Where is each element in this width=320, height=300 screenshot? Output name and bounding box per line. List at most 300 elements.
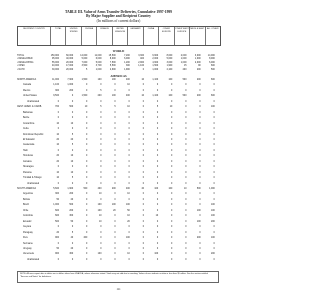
table-row: [17, 243, 219, 246]
cell-value: 12,000: [80, 55, 88, 57]
table-row: [17, 226, 219, 229]
cell-value: 0: [114, 122, 116, 125]
cell-value: 0: [171, 100, 173, 103]
row-label: El Salvador: [23, 138, 35, 141]
cell-value: 0: [171, 122, 173, 125]
cell-value: 0: [142, 242, 144, 245]
cell-value: 0: [57, 182, 59, 185]
cell-value: 0: [86, 166, 88, 169]
cell-value: 0: [156, 138, 159, 141]
section-world: WORLD: [112, 49, 125, 53]
cell-value: 0: [171, 226, 173, 229]
table-row: [17, 84, 219, 87]
cell-value: 0: [199, 171, 201, 174]
cell-value: 0: [171, 209, 173, 212]
cell-value: 0: [128, 198, 130, 201]
cell-value: 95,000: [51, 58, 59, 61]
cell-value: 0: [142, 226, 144, 229]
table-row: [17, 177, 219, 180]
cell-value: 0: [199, 84, 201, 87]
cell-value: 0: [100, 198, 102, 201]
cell-value: 0: [156, 182, 159, 185]
table-row: [17, 106, 219, 109]
cell-value: 0: [213, 182, 215, 185]
cell-value: 1,900: [67, 188, 74, 190]
table-row: [17, 69, 219, 72]
cell-value: 5: [71, 231, 74, 234]
cell-value: 0: [156, 258, 159, 261]
row-label: • OPEC: [17, 65, 25, 68]
table-row: [17, 139, 219, 142]
cell-value: 0: [100, 247, 102, 250]
cell-value: 0: [171, 160, 173, 163]
row-label: Ecuador: [23, 220, 32, 223]
cell-value: 0: [199, 100, 201, 103]
cell-value: 0: [156, 84, 159, 87]
cell-value: 100: [154, 253, 159, 256]
cell-value: 0: [185, 122, 187, 125]
table-row: [17, 199, 219, 202]
cell-value: 7,000: [81, 61, 88, 64]
cell-value: 0: [100, 226, 102, 229]
cell-value: 0: [171, 237, 173, 240]
cell-value: 0: [86, 209, 88, 212]
cell-value: 0: [185, 242, 187, 245]
cell-value: 0: [128, 166, 130, 169]
cell-value: 0: [199, 89, 201, 92]
cell-value: 0: [57, 117, 59, 120]
cell-value: 0: [114, 258, 116, 261]
cell-value: 0: [156, 220, 159, 223]
cell-value: 200: [69, 89, 74, 92]
cell-value: 8,000: [166, 55, 173, 57]
cell-value: 0: [171, 182, 173, 185]
row-label: Canada: [23, 84, 32, 87]
cell-value: 30,000: [51, 68, 59, 71]
cell-value: 100: [111, 79, 116, 81]
cell-value: 0: [213, 89, 215, 92]
cell-value: 0: [86, 198, 88, 201]
cell-value: 0: [114, 171, 116, 174]
cell-value: 900: [55, 237, 59, 240]
cell-value: 8,000: [209, 58, 215, 61]
cell-value: 0: [185, 166, 187, 169]
page-number: 111: [116, 287, 121, 291]
cell-value: 0: [86, 138, 88, 141]
cell-value: 0: [185, 111, 187, 114]
table-row: [17, 172, 219, 175]
cell-value: 0: [71, 128, 74, 131]
cell-value: 0: [100, 111, 102, 114]
cell-value: 100: [210, 215, 215, 218]
cell-value: 400: [97, 188, 102, 190]
cell-value: 400: [125, 95, 130, 98]
cell-value: 0: [199, 138, 201, 141]
row-label: Colombia: [23, 215, 33, 218]
cell-value: 0: [114, 237, 116, 240]
cell-value: 5,000: [81, 58, 88, 61]
cell-value: 0: [199, 226, 201, 229]
row-label: Bolivia: [23, 198, 30, 201]
cell-value: 0: [142, 182, 144, 185]
cell-value: 0: [156, 193, 159, 196]
cell-value: 55,000: [51, 61, 59, 64]
cell-value: 0: [156, 111, 159, 114]
cell-value: 0: [114, 160, 116, 163]
cell-value: 10: [70, 160, 74, 163]
cell-value: 0: [114, 177, 116, 180]
cell-value: 0: [213, 122, 215, 125]
cell-value: 5: [86, 68, 88, 71]
cell-value: 0: [156, 247, 159, 250]
row-label: Dominican Republic: [23, 133, 44, 136]
cell-value: 20: [56, 138, 59, 141]
cell-value: 0: [86, 144, 88, 147]
cell-value: 0: [114, 128, 116, 131]
cell-value: 0: [142, 149, 144, 152]
cell-value: 0: [171, 258, 173, 261]
row-label: Trinidad & Tobago: [23, 177, 42, 180]
cell-value: 0: [171, 253, 173, 256]
cell-value: 10: [56, 177, 59, 180]
cell-value: 0: [142, 166, 144, 169]
cell-value: 0: [100, 133, 102, 136]
cell-value: 0: [199, 111, 201, 114]
cell-value: 100: [97, 204, 102, 207]
cell-value: 0: [128, 182, 130, 185]
cell-value: 0: [156, 149, 159, 152]
cell-value: 0: [213, 133, 215, 136]
cell-value: 0: [86, 155, 88, 158]
cell-value: 5: [114, 106, 116, 109]
cell-value: 0: [86, 100, 88, 103]
cell-value: 5: [71, 144, 74, 147]
cell-value: 0: [114, 193, 116, 196]
cell-value: 0: [86, 122, 88, 125]
cell-value: 100: [210, 237, 215, 240]
cell-value: 1,900: [124, 68, 130, 71]
cell-value: 0: [185, 155, 187, 158]
cell-value: 100: [97, 79, 102, 81]
cell-value: 0: [156, 204, 159, 207]
cell-value: 0: [142, 193, 144, 196]
cell-value: 15,500: [108, 55, 116, 57]
cell-value: 200: [196, 68, 201, 71]
cell-value: 0: [57, 100, 59, 103]
cell-value: 0: [114, 231, 116, 234]
cell-value: 200: [111, 188, 116, 190]
table-row: [17, 112, 219, 115]
cell-value: 1,000: [194, 58, 201, 61]
cell-value: 0: [185, 89, 187, 92]
table-row: [17, 128, 219, 131]
cell-value: 500: [196, 188, 201, 190]
cell-value: 10: [56, 122, 59, 125]
table-row: [17, 253, 219, 256]
cell-value: 2,100: [166, 68, 173, 71]
cell-value: 0: [128, 242, 130, 245]
cell-value: 0: [199, 204, 201, 207]
cell-value: 11,000: [94, 55, 102, 57]
cell-value: 50: [56, 247, 59, 250]
cell-value: 0: [142, 220, 144, 223]
table-units: (In millions of current dollars): [96, 19, 141, 23]
cell-value: 0: [114, 198, 116, 201]
cell-value: 0: [100, 231, 102, 234]
cell-value: 4,600: [152, 61, 159, 64]
cell-value: 8,000: [109, 58, 116, 61]
cell-value: 0: [171, 155, 173, 158]
cell-value: 0: [86, 215, 88, 218]
cell-value: 0: [128, 144, 130, 147]
cell-value: 5: [100, 89, 102, 92]
cell-value: 300: [55, 193, 59, 196]
cell-value: 0: [171, 171, 173, 174]
table-row: [17, 183, 219, 186]
cell-value: 5,600: [53, 188, 59, 190]
cell-value: 0: [114, 226, 116, 229]
cell-value: 0: [171, 220, 173, 223]
cell-value: 0: [100, 128, 102, 131]
cell-value: 10: [70, 155, 74, 158]
cell-value: 0: [128, 177, 130, 180]
cell-value: 0: [86, 133, 88, 136]
cell-value: 0: [199, 149, 201, 152]
cell-value: 0: [114, 220, 116, 223]
cell-value: 50: [70, 220, 74, 223]
cell-value: 1,900: [166, 65, 173, 68]
cell-value: 0: [171, 89, 173, 92]
cell-value: 0: [86, 128, 88, 131]
table-row: [17, 210, 219, 213]
cell-value: 0: [142, 68, 144, 71]
cell-value: 0: [199, 166, 201, 169]
cell-value: 0: [128, 155, 130, 158]
column-header: OTHER EUROPE: [158, 27, 173, 45]
cell-value: 0: [199, 242, 201, 245]
cell-value: 0: [142, 160, 144, 163]
table-note: NOTE: All arms export data in tables are in dollars taken from USACDA, unless otherwise stated. Totals may not add due to rounding. Values of zero indicate no data or less than $5 million. See the section entitled "Sources and Notes" for definitions.: [17, 271, 219, 283]
cell-value: 0: [86, 204, 88, 207]
cell-value: 0: [199, 258, 201, 261]
cell-value: 10: [127, 253, 130, 256]
cell-value: 1,000: [209, 188, 215, 190]
cell-value: 10: [127, 84, 130, 87]
cell-value: 0: [185, 106, 187, 109]
cell-value: 0: [185, 209, 187, 212]
column-header: RECIPIENT COUNTRY: [23, 28, 45, 30]
cell-value: 0: [199, 182, 201, 185]
cell-value: 0: [71, 166, 74, 169]
cell-value: 0: [57, 258, 59, 261]
cell-value: 10: [70, 171, 74, 174]
row-label: • DEVELOPING: [17, 61, 34, 64]
row-label: • DEVELOPED: [17, 58, 33, 61]
cell-value: 0: [142, 138, 144, 141]
cell-value: 0: [142, 258, 144, 261]
cell-value: 0: [199, 117, 201, 120]
cell-value: 500: [69, 204, 74, 207]
cell-value: 100: [125, 237, 130, 240]
cell-value: 0: [86, 89, 88, 92]
cell-value: 100: [97, 253, 102, 256]
table-row: [17, 101, 219, 104]
cell-value: 0: [114, 89, 116, 92]
cell-value: 100: [168, 95, 173, 98]
row-label: • NATO: [17, 68, 25, 71]
cell-value: 0: [71, 182, 74, 185]
cell-value: 0: [213, 247, 215, 250]
cell-value: 500: [182, 95, 187, 98]
cell-value: 0: [114, 242, 116, 245]
column-header-row: [17, 26, 221, 46]
cell-value: 50: [56, 198, 59, 201]
cell-value: 0: [213, 242, 215, 245]
cell-value: 0: [128, 247, 130, 250]
cell-value: 0: [128, 89, 130, 92]
column-header: CHINA: [143, 27, 158, 45]
table-row: [17, 95, 219, 98]
cell-value: 0: [199, 106, 201, 109]
cell-value: 200: [210, 220, 215, 223]
cell-value: 0: [57, 111, 59, 114]
cell-value: 0: [185, 215, 187, 218]
cell-value: 100: [125, 204, 130, 207]
cell-value: 0: [86, 111, 88, 114]
row-label: Unallocated: [27, 258, 40, 261]
cell-value: 1,000: [152, 68, 159, 71]
cell-value: 10: [98, 215, 102, 218]
cell-value: 1,000: [180, 61, 187, 64]
cell-value: 10: [98, 220, 102, 223]
cell-value: 10: [56, 171, 59, 174]
cell-value: 500: [210, 68, 215, 71]
cell-value: 10: [169, 106, 173, 109]
cell-value: 0: [100, 258, 102, 261]
cell-value: 400: [83, 237, 88, 240]
cell-value: 0: [142, 247, 144, 250]
row-label: Mexico: [23, 89, 31, 92]
cell-value: 6,000: [209, 61, 215, 64]
cell-value: 600: [210, 65, 215, 68]
table-subtitle: By Major Supplier and Recipient Country: [86, 14, 151, 18]
table-row: [17, 144, 219, 147]
cell-value: 0: [156, 231, 159, 234]
cell-value: 0: [171, 117, 173, 120]
cell-value: 300: [69, 253, 74, 256]
cell-value: 600: [55, 215, 59, 218]
table-row: [17, 155, 219, 158]
cell-value: 0: [86, 242, 88, 245]
cell-value: 0: [142, 237, 144, 240]
column-header: UNITED STATES: [65, 27, 80, 45]
cell-value: 0: [213, 193, 215, 196]
cell-value: 7,900: [67, 79, 74, 81]
cell-value: 700: [55, 106, 59, 109]
cell-value: 0: [142, 209, 144, 212]
cell-value: 0: [185, 149, 187, 152]
cell-value: 5,000: [95, 61, 102, 64]
cell-value: 10: [127, 193, 130, 196]
row-label: Argentina: [23, 193, 33, 196]
cell-value: 11,000: [52, 79, 59, 81]
cell-value: 0: [142, 106, 144, 109]
cell-value: 15: [183, 65, 187, 68]
cell-value: 0: [100, 122, 102, 125]
cell-value: 0: [185, 171, 187, 174]
cell-value: 0: [100, 237, 102, 240]
cell-value: 500: [55, 220, 59, 223]
cell-value: 0: [156, 133, 159, 136]
cell-value: 0: [171, 231, 173, 234]
cell-value: 0: [142, 171, 144, 174]
cell-value: 10: [141, 95, 144, 98]
cell-value: 0: [142, 89, 144, 92]
cell-value: 0: [142, 122, 144, 125]
cell-value: 0: [171, 215, 173, 218]
cell-value: 300: [69, 215, 74, 218]
cell-value: 0: [185, 133, 187, 136]
cell-value: 0: [213, 149, 215, 152]
cell-value: 0: [171, 247, 173, 250]
cell-value: 0: [171, 198, 173, 201]
cell-value: 0: [100, 171, 102, 174]
cell-value: 20,000: [66, 68, 74, 71]
cell-value: 200: [69, 209, 74, 212]
column-header: TOTAL: [50, 27, 65, 45]
cell-value: 0: [171, 84, 173, 87]
cell-value: 0: [128, 138, 130, 141]
cell-value: 14,000: [207, 55, 215, 57]
cell-value: 20: [127, 220, 130, 223]
cell-value: 0: [185, 220, 187, 223]
cell-value: 0: [142, 133, 144, 136]
cell-value: 0: [128, 133, 130, 136]
cell-value: 0: [142, 155, 144, 158]
cell-value: 0: [86, 258, 88, 261]
cell-value: 0: [100, 155, 102, 158]
cell-value: 200: [196, 79, 201, 81]
cell-value: 0: [114, 138, 116, 141]
cell-value: 0: [128, 100, 130, 103]
cell-value: 5,000: [166, 58, 173, 61]
cell-value: 0: [128, 149, 130, 152]
cell-value: 0: [171, 144, 173, 147]
cell-value: 0: [156, 237, 159, 240]
cell-value: 0: [185, 226, 187, 229]
cell-value: 0: [171, 149, 173, 152]
cell-value: 0: [114, 253, 116, 256]
cell-value: 0: [171, 166, 173, 169]
cell-value: 0: [100, 100, 102, 103]
cell-value: 0: [128, 128, 130, 131]
cell-value: 500: [83, 188, 88, 190]
column-header: GERMANY: [127, 27, 142, 45]
cell-value: 0: [86, 177, 88, 180]
table-row: [17, 237, 219, 240]
table-row: [17, 188, 219, 191]
cell-value: 0: [86, 160, 88, 163]
cell-value: 0: [156, 89, 159, 92]
cell-value: 0: [171, 111, 173, 114]
cell-value: 0: [213, 226, 215, 229]
cell-value: 0: [171, 128, 173, 131]
cell-value: 0: [185, 182, 187, 185]
row-label: Venezuela: [23, 253, 34, 256]
cell-value: 0: [185, 258, 187, 261]
row-label: Nicaragua: [23, 166, 34, 169]
cell-value: 0: [199, 198, 201, 201]
